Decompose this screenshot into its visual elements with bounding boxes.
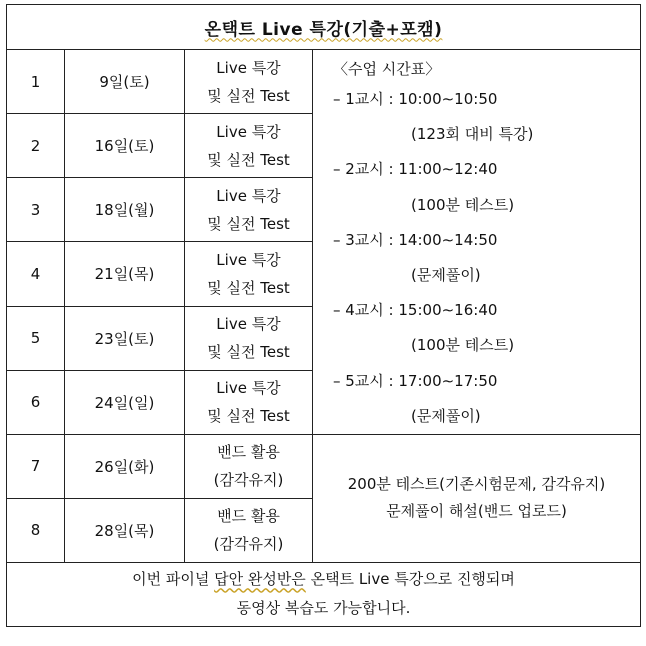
session-type — [185, 370, 313, 434]
session-number: 2 — [7, 114, 65, 178]
session-type-line2: (감각유지) — [213, 535, 284, 554]
title-text: 온택트 Live 특강(기출+포캠) — [204, 19, 443, 40]
session-type-line1: 밴드 활용 — [217, 443, 280, 462]
session-type-line1: Live 특강 — [216, 122, 281, 141]
session-type-line2: 및 실전 Test — [207, 214, 290, 233]
schedule-table — [6, 4, 641, 627]
session-type — [185, 178, 313, 242]
footer-line1-post: 온택트 Live 특강으로 진행되며 — [305, 570, 515, 589]
session-number: 3 — [7, 178, 65, 242]
timetable-period: – 3교시 : 14:00∼14:50 — [333, 230, 498, 249]
session-type — [185, 306, 313, 370]
session-type-line2: 및 실전 Test — [207, 278, 290, 297]
session-type-line2: 및 실전 Test — [207, 343, 290, 362]
session-date: 23일(토) — [65, 306, 185, 370]
timetable-period-note: (문제풀이) — [411, 265, 481, 284]
session-number: 7 — [7, 434, 65, 498]
session-type-line2: (감각유지) — [213, 471, 284, 490]
session-type — [185, 242, 313, 306]
timetable-period-note: (123회 대비 특강) — [411, 125, 534, 144]
session-date: 28일(목) — [65, 498, 185, 562]
session-number: 6 — [7, 370, 65, 434]
timetable-period-note: (문제풀이) — [411, 406, 481, 425]
session-type-line2: 및 실전 Test — [207, 86, 290, 105]
band-note-line2: 문제풀이 해설(밴드 업로드) — [386, 502, 567, 521]
session-type — [185, 50, 313, 114]
session-type — [185, 434, 313, 498]
footer-line2: 동영상 복습도 가능합니다. — [236, 599, 411, 618]
session-number: 5 — [7, 306, 65, 370]
footer-line1 — [7, 565, 640, 594]
session-type-line1: Live 특강 — [216, 315, 281, 334]
timetable-period-note: (100분 테스트) — [411, 195, 515, 214]
session-type-line1: Live 특강 — [216, 379, 281, 398]
session-date: 16일(토) — [65, 114, 185, 178]
schedule-sheet — [6, 4, 640, 637]
session-row — [7, 434, 641, 498]
band-note — [313, 434, 641, 562]
timetable-period: – 5교시 : 17:00∼17:50 — [333, 371, 498, 390]
session-type-line1: Live 특강 — [216, 250, 281, 269]
session-date: 24일(일) — [65, 370, 185, 434]
band-note-line1: 200분 테스트(기존시험문제, 감각유지) — [347, 475, 606, 494]
session-date: 18일(월) — [65, 178, 185, 242]
table-title — [7, 5, 641, 50]
session-number: 8 — [7, 498, 65, 562]
session-date: 9일(토) — [65, 50, 185, 114]
session-number: 4 — [7, 242, 65, 306]
session-type-line2: 및 실전 Test — [207, 407, 290, 426]
footer-line1-highlight: 답안 완성반은 — [214, 570, 306, 589]
timetable-period: – 1교시 : 10:00∼10:50 — [333, 90, 498, 108]
class-timetable — [313, 50, 641, 435]
session-date: 26일(화) — [65, 434, 185, 498]
session-date: 21일(목) — [65, 242, 185, 306]
session-type-line1: Live 특강 — [216, 186, 281, 205]
timetable-heading: 〈수업 시간표〉 — [333, 60, 441, 78]
session-type-line2: 및 실전 Test — [207, 150, 290, 169]
timetable-period: – 4교시 : 15:00∼16:40 — [333, 301, 498, 320]
session-type — [185, 498, 313, 562]
footer-note — [7, 562, 641, 626]
footer-line1-pre: 이번 파이널 — [132, 570, 215, 589]
session-type — [185, 114, 313, 178]
session-number: 1 — [7, 50, 65, 114]
footer-row — [7, 562, 641, 626]
timetable-period: – 2교시 : 11:00∼12:40 — [333, 160, 498, 179]
session-row — [7, 50, 641, 114]
session-type-line1: 밴드 활용 — [217, 507, 280, 526]
session-type-line1: Live 특강 — [216, 58, 281, 77]
timetable-period-note: (100분 테스트) — [411, 336, 515, 355]
